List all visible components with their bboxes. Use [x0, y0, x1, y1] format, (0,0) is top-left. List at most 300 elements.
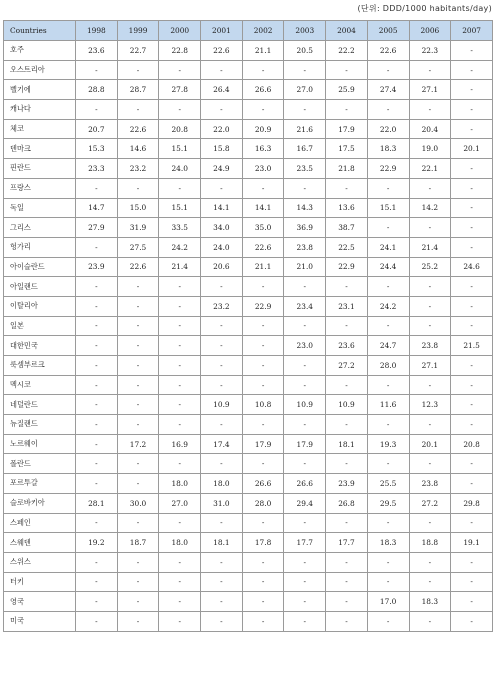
- value-cell: 28.8: [76, 80, 118, 100]
- value-cell: 23.0: [242, 159, 284, 179]
- value-cell: 16.9: [159, 434, 201, 454]
- value-cell: 22.6: [117, 257, 159, 277]
- value-cell: -: [117, 296, 159, 316]
- value-cell: -: [409, 100, 451, 120]
- value-cell: -: [367, 375, 409, 395]
- value-cell: -: [409, 218, 451, 238]
- table-row: [4, 257, 493, 277]
- value-cell: -: [201, 415, 243, 435]
- value-cell: -: [76, 316, 118, 336]
- value-cell: -: [201, 375, 243, 395]
- value-cell: 21.5: [451, 336, 493, 356]
- country-cell: 스페인: [4, 513, 76, 533]
- value-cell: -: [242, 415, 284, 435]
- table-row: [4, 198, 493, 218]
- value-cell: 33.5: [159, 218, 201, 238]
- value-cell: 22.2: [326, 41, 368, 61]
- country-cell: 영국: [4, 592, 76, 612]
- value-cell: 12.3: [409, 395, 451, 415]
- value-cell: 17.5: [326, 139, 368, 159]
- column-header-year: 1999: [117, 21, 159, 41]
- value-cell: -: [117, 454, 159, 474]
- value-cell: -: [451, 178, 493, 198]
- value-cell: -: [326, 375, 368, 395]
- value-cell: 23.8: [409, 474, 451, 494]
- value-cell: -: [409, 513, 451, 533]
- value-cell: 29.8: [451, 493, 493, 513]
- value-cell: 18.3: [409, 592, 451, 612]
- value-cell: 27.0: [159, 493, 201, 513]
- value-cell: 22.6: [117, 119, 159, 139]
- value-cell: -: [409, 454, 451, 474]
- country-cell: 포르투갈: [4, 474, 76, 494]
- value-cell: 26.4: [201, 80, 243, 100]
- value-cell: 20.8: [451, 434, 493, 454]
- value-cell: 28.0: [367, 356, 409, 376]
- value-cell: -: [367, 552, 409, 572]
- data-table: [3, 20, 493, 632]
- value-cell: -: [76, 60, 118, 80]
- value-cell: -: [117, 395, 159, 415]
- value-cell: -: [451, 375, 493, 395]
- country-cell: 일본: [4, 316, 76, 336]
- value-cell: 20.8: [159, 119, 201, 139]
- column-header-year: 2006: [409, 21, 451, 41]
- table-row: [4, 296, 493, 316]
- value-cell: -: [367, 178, 409, 198]
- value-cell: -: [201, 277, 243, 297]
- value-cell: -: [326, 277, 368, 297]
- value-cell: 23.3: [76, 159, 118, 179]
- column-header-countries: Countries: [4, 21, 76, 41]
- value-cell: -: [242, 277, 284, 297]
- value-cell: -: [451, 100, 493, 120]
- value-cell: -: [76, 395, 118, 415]
- value-cell: -: [76, 375, 118, 395]
- value-cell: -: [159, 513, 201, 533]
- value-cell: 20.5: [284, 41, 326, 61]
- value-cell: -: [117, 375, 159, 395]
- column-header-year: 2000: [159, 21, 201, 41]
- value-cell: -: [76, 415, 118, 435]
- value-cell: 17.9: [326, 119, 368, 139]
- value-cell: 22.7: [117, 41, 159, 61]
- unit-note: (단위: DDD/1000 habitants/day): [357, 4, 492, 13]
- value-cell: 27.9: [76, 218, 118, 238]
- value-cell: -: [159, 611, 201, 631]
- value-cell: 22.0: [201, 119, 243, 139]
- table-row: [4, 80, 493, 100]
- value-cell: -: [159, 178, 201, 198]
- country-cell: 아이슬란드: [4, 257, 76, 277]
- value-cell: -: [284, 375, 326, 395]
- value-cell: -: [367, 513, 409, 533]
- value-cell: -: [76, 474, 118, 494]
- value-cell: -: [284, 552, 326, 572]
- value-cell: -: [242, 356, 284, 376]
- value-cell: -: [326, 572, 368, 592]
- country-cell: 룩셈부르크: [4, 356, 76, 376]
- country-cell: 스위스: [4, 552, 76, 572]
- value-cell: 20.4: [409, 119, 451, 139]
- value-cell: -: [451, 277, 493, 297]
- value-cell: 27.2: [326, 356, 368, 376]
- value-cell: -: [117, 611, 159, 631]
- value-cell: 22.9: [326, 257, 368, 277]
- value-cell: -: [201, 178, 243, 198]
- value-cell: 20.6: [201, 257, 243, 277]
- table-row: [4, 316, 493, 336]
- value-cell: 23.4: [284, 296, 326, 316]
- value-cell: -: [326, 100, 368, 120]
- value-cell: -: [451, 218, 493, 238]
- value-cell: -: [367, 415, 409, 435]
- table-row: [4, 493, 493, 513]
- value-cell: 17.9: [284, 434, 326, 454]
- value-cell: 10.9: [284, 395, 326, 415]
- value-cell: -: [284, 572, 326, 592]
- country-cell: 슬로바키아: [4, 493, 76, 513]
- value-cell: -: [159, 375, 201, 395]
- column-header-year: 1998: [76, 21, 118, 41]
- value-cell: -: [242, 592, 284, 612]
- value-cell: 15.3: [76, 139, 118, 159]
- value-cell: 26.6: [242, 474, 284, 494]
- value-cell: -: [326, 611, 368, 631]
- value-cell: -: [159, 60, 201, 80]
- value-cell: 27.1: [409, 80, 451, 100]
- value-cell: 23.9: [76, 257, 118, 277]
- value-cell: -: [326, 178, 368, 198]
- country-cell: 폴란드: [4, 454, 76, 474]
- value-cell: 14.1: [242, 198, 284, 218]
- value-cell: 14.1: [201, 198, 243, 218]
- value-cell: -: [159, 316, 201, 336]
- country-cell: 오스트리아: [4, 60, 76, 80]
- value-cell: 19.2: [76, 533, 118, 553]
- value-cell: -: [201, 316, 243, 336]
- value-cell: -: [284, 592, 326, 612]
- value-cell: -: [201, 100, 243, 120]
- table-row: [4, 415, 493, 435]
- table-row: [4, 474, 493, 494]
- value-cell: -: [451, 80, 493, 100]
- value-cell: -: [326, 454, 368, 474]
- value-cell: -: [284, 513, 326, 533]
- value-cell: 18.0: [159, 533, 201, 553]
- value-cell: -: [117, 356, 159, 376]
- value-cell: -: [284, 454, 326, 474]
- column-header-year: 2001: [201, 21, 243, 41]
- value-cell: -: [242, 611, 284, 631]
- value-cell: 23.8: [409, 336, 451, 356]
- value-cell: -: [201, 336, 243, 356]
- value-cell: -: [242, 572, 284, 592]
- value-cell: 15.1: [367, 198, 409, 218]
- value-cell: 22.0: [367, 119, 409, 139]
- value-cell: -: [117, 60, 159, 80]
- value-cell: -: [242, 375, 284, 395]
- value-cell: 25.9: [326, 80, 368, 100]
- value-cell: -: [451, 356, 493, 376]
- table-row: [4, 277, 493, 297]
- value-cell: -: [242, 178, 284, 198]
- value-cell: 15.8: [201, 139, 243, 159]
- value-cell: 24.7: [367, 336, 409, 356]
- value-cell: 24.2: [159, 237, 201, 257]
- value-cell: -: [326, 316, 368, 336]
- value-cell: 24.4: [367, 257, 409, 277]
- value-cell: -: [159, 454, 201, 474]
- country-cell: 벨기에: [4, 80, 76, 100]
- value-cell: -: [159, 592, 201, 612]
- value-cell: 21.8: [326, 159, 368, 179]
- value-cell: -: [326, 415, 368, 435]
- value-cell: -: [76, 611, 118, 631]
- value-cell: 23.9: [326, 474, 368, 494]
- value-cell: -: [284, 277, 326, 297]
- value-cell: -: [159, 415, 201, 435]
- value-cell: 24.6: [451, 257, 493, 277]
- value-cell: 26.8: [326, 493, 368, 513]
- value-cell: -: [284, 611, 326, 631]
- value-cell: 10.8: [242, 395, 284, 415]
- value-cell: -: [326, 552, 368, 572]
- value-cell: 21.4: [409, 237, 451, 257]
- value-cell: -: [117, 100, 159, 120]
- value-cell: -: [451, 395, 493, 415]
- value-cell: 24.0: [201, 237, 243, 257]
- country-cell: 덴마크: [4, 139, 76, 159]
- table-row: [4, 552, 493, 572]
- value-cell: -: [201, 611, 243, 631]
- value-cell: 23.1: [326, 296, 368, 316]
- value-cell: 18.1: [326, 434, 368, 454]
- table-row: [4, 336, 493, 356]
- value-cell: -: [367, 316, 409, 336]
- value-cell: -: [76, 434, 118, 454]
- value-cell: -: [409, 277, 451, 297]
- value-cell: -: [242, 336, 284, 356]
- value-cell: -: [367, 100, 409, 120]
- value-cell: -: [284, 415, 326, 435]
- value-cell: -: [284, 178, 326, 198]
- value-cell: -: [76, 237, 118, 257]
- table-row: [4, 611, 493, 631]
- value-cell: -: [326, 513, 368, 533]
- value-cell: -: [76, 100, 118, 120]
- value-cell: 38.7: [326, 218, 368, 238]
- value-cell: -: [409, 611, 451, 631]
- value-cell: -: [451, 198, 493, 218]
- table-row: [4, 119, 493, 139]
- country-cell: 그리스: [4, 218, 76, 238]
- value-cell: 18.3: [367, 139, 409, 159]
- value-cell: -: [451, 60, 493, 80]
- value-cell: 17.9: [242, 434, 284, 454]
- value-cell: -: [409, 296, 451, 316]
- value-cell: -: [284, 356, 326, 376]
- country-cell: 멕시코: [4, 375, 76, 395]
- value-cell: 18.3: [367, 533, 409, 553]
- value-cell: -: [409, 552, 451, 572]
- value-cell: -: [76, 336, 118, 356]
- value-cell: 20.7: [76, 119, 118, 139]
- table-row: [4, 178, 493, 198]
- country-cell: 캐나다: [4, 100, 76, 120]
- value-cell: 22.1: [409, 159, 451, 179]
- value-cell: -: [367, 60, 409, 80]
- header-row: [4, 21, 493, 41]
- value-cell: 23.0: [284, 336, 326, 356]
- country-cell: 프랑스: [4, 178, 76, 198]
- table-row: [4, 592, 493, 612]
- value-cell: 18.1: [201, 533, 243, 553]
- value-cell: 18.0: [201, 474, 243, 494]
- value-cell: -: [117, 552, 159, 572]
- value-cell: 10.9: [201, 395, 243, 415]
- table-row: [4, 139, 493, 159]
- value-cell: 14.2: [409, 198, 451, 218]
- value-cell: 22.3: [409, 41, 451, 61]
- country-cell: 독일: [4, 198, 76, 218]
- value-cell: -: [284, 316, 326, 336]
- column-header-year: 2004: [326, 21, 368, 41]
- value-cell: 22.6: [242, 237, 284, 257]
- value-cell: -: [326, 592, 368, 612]
- value-cell: -: [451, 119, 493, 139]
- value-cell: 14.6: [117, 139, 159, 159]
- table-row: [4, 375, 493, 395]
- value-cell: 23.6: [326, 336, 368, 356]
- value-cell: 10.9: [326, 395, 368, 415]
- value-cell: -: [159, 572, 201, 592]
- value-cell: 25.2: [409, 257, 451, 277]
- table-row: [4, 60, 493, 80]
- value-cell: -: [76, 513, 118, 533]
- value-cell: 24.0: [159, 159, 201, 179]
- value-cell: 16.3: [242, 139, 284, 159]
- country-cell: 핀란드: [4, 159, 76, 179]
- value-cell: -: [117, 592, 159, 612]
- value-cell: 22.6: [201, 41, 243, 61]
- value-cell: -: [409, 316, 451, 336]
- value-cell: 14.3: [284, 198, 326, 218]
- value-cell: -: [451, 237, 493, 257]
- value-cell: -: [159, 356, 201, 376]
- value-cell: -: [76, 552, 118, 572]
- value-cell: -: [159, 100, 201, 120]
- value-cell: 17.7: [284, 533, 326, 553]
- value-cell: 22.8: [159, 41, 201, 61]
- value-cell: -: [159, 395, 201, 415]
- value-cell: 19.3: [367, 434, 409, 454]
- value-cell: -: [242, 513, 284, 533]
- value-cell: -: [409, 60, 451, 80]
- value-cell: 21.4: [159, 257, 201, 277]
- value-cell: -: [117, 316, 159, 336]
- value-cell: -: [201, 592, 243, 612]
- value-cell: 18.8: [409, 533, 451, 553]
- value-cell: -: [451, 592, 493, 612]
- value-cell: -: [367, 572, 409, 592]
- table-row: [4, 356, 493, 376]
- value-cell: -: [451, 454, 493, 474]
- value-cell: 34.0: [201, 218, 243, 238]
- value-cell: 22.5: [326, 237, 368, 257]
- value-cell: 21.6: [284, 119, 326, 139]
- value-cell: 28.1: [76, 493, 118, 513]
- value-cell: 20.1: [409, 434, 451, 454]
- value-cell: 17.0: [367, 592, 409, 612]
- value-cell: 30.0: [117, 493, 159, 513]
- country-cell: 이탈리아: [4, 296, 76, 316]
- value-cell: 16.7: [284, 139, 326, 159]
- value-cell: -: [367, 277, 409, 297]
- value-cell: -: [117, 277, 159, 297]
- value-cell: 27.4: [367, 80, 409, 100]
- value-cell: 31.0: [201, 493, 243, 513]
- value-cell: -: [451, 41, 493, 61]
- value-cell: 27.5: [117, 237, 159, 257]
- value-cell: 29.5: [367, 493, 409, 513]
- value-cell: 27.1: [409, 356, 451, 376]
- country-cell: 네덜란드: [4, 395, 76, 415]
- value-cell: -: [117, 513, 159, 533]
- value-cell: -: [76, 178, 118, 198]
- column-header-year: 2002: [242, 21, 284, 41]
- value-cell: 21.0: [284, 257, 326, 277]
- value-cell: 23.8: [284, 237, 326, 257]
- value-cell: 23.2: [117, 159, 159, 179]
- value-cell: -: [451, 552, 493, 572]
- value-cell: -: [76, 454, 118, 474]
- value-cell: -: [76, 592, 118, 612]
- value-cell: -: [242, 454, 284, 474]
- value-cell: 27.8: [159, 80, 201, 100]
- value-cell: -: [284, 60, 326, 80]
- table-row: [4, 434, 493, 454]
- value-cell: -: [201, 552, 243, 572]
- value-cell: -: [117, 336, 159, 356]
- value-cell: 22.9: [242, 296, 284, 316]
- value-cell: -: [201, 60, 243, 80]
- value-cell: -: [159, 296, 201, 316]
- value-cell: -: [242, 552, 284, 572]
- value-cell: 17.4: [201, 434, 243, 454]
- value-cell: -: [451, 474, 493, 494]
- column-header-year: 2007: [451, 21, 493, 41]
- table-row: [4, 159, 493, 179]
- value-cell: 19.1: [451, 533, 493, 553]
- country-cell: 호주: [4, 41, 76, 61]
- value-cell: 29.4: [284, 493, 326, 513]
- value-cell: -: [201, 513, 243, 533]
- value-cell: -: [159, 552, 201, 572]
- value-cell: -: [201, 454, 243, 474]
- value-cell: 18.7: [117, 533, 159, 553]
- value-cell: -: [117, 572, 159, 592]
- value-cell: 23.2: [201, 296, 243, 316]
- value-cell: 20.9: [242, 119, 284, 139]
- country-cell: 헝가리: [4, 237, 76, 257]
- value-cell: -: [117, 415, 159, 435]
- value-cell: 24.1: [367, 237, 409, 257]
- value-cell: -: [451, 513, 493, 533]
- value-cell: 28.7: [117, 80, 159, 100]
- column-header-year: 2005: [367, 21, 409, 41]
- value-cell: 21.1: [242, 257, 284, 277]
